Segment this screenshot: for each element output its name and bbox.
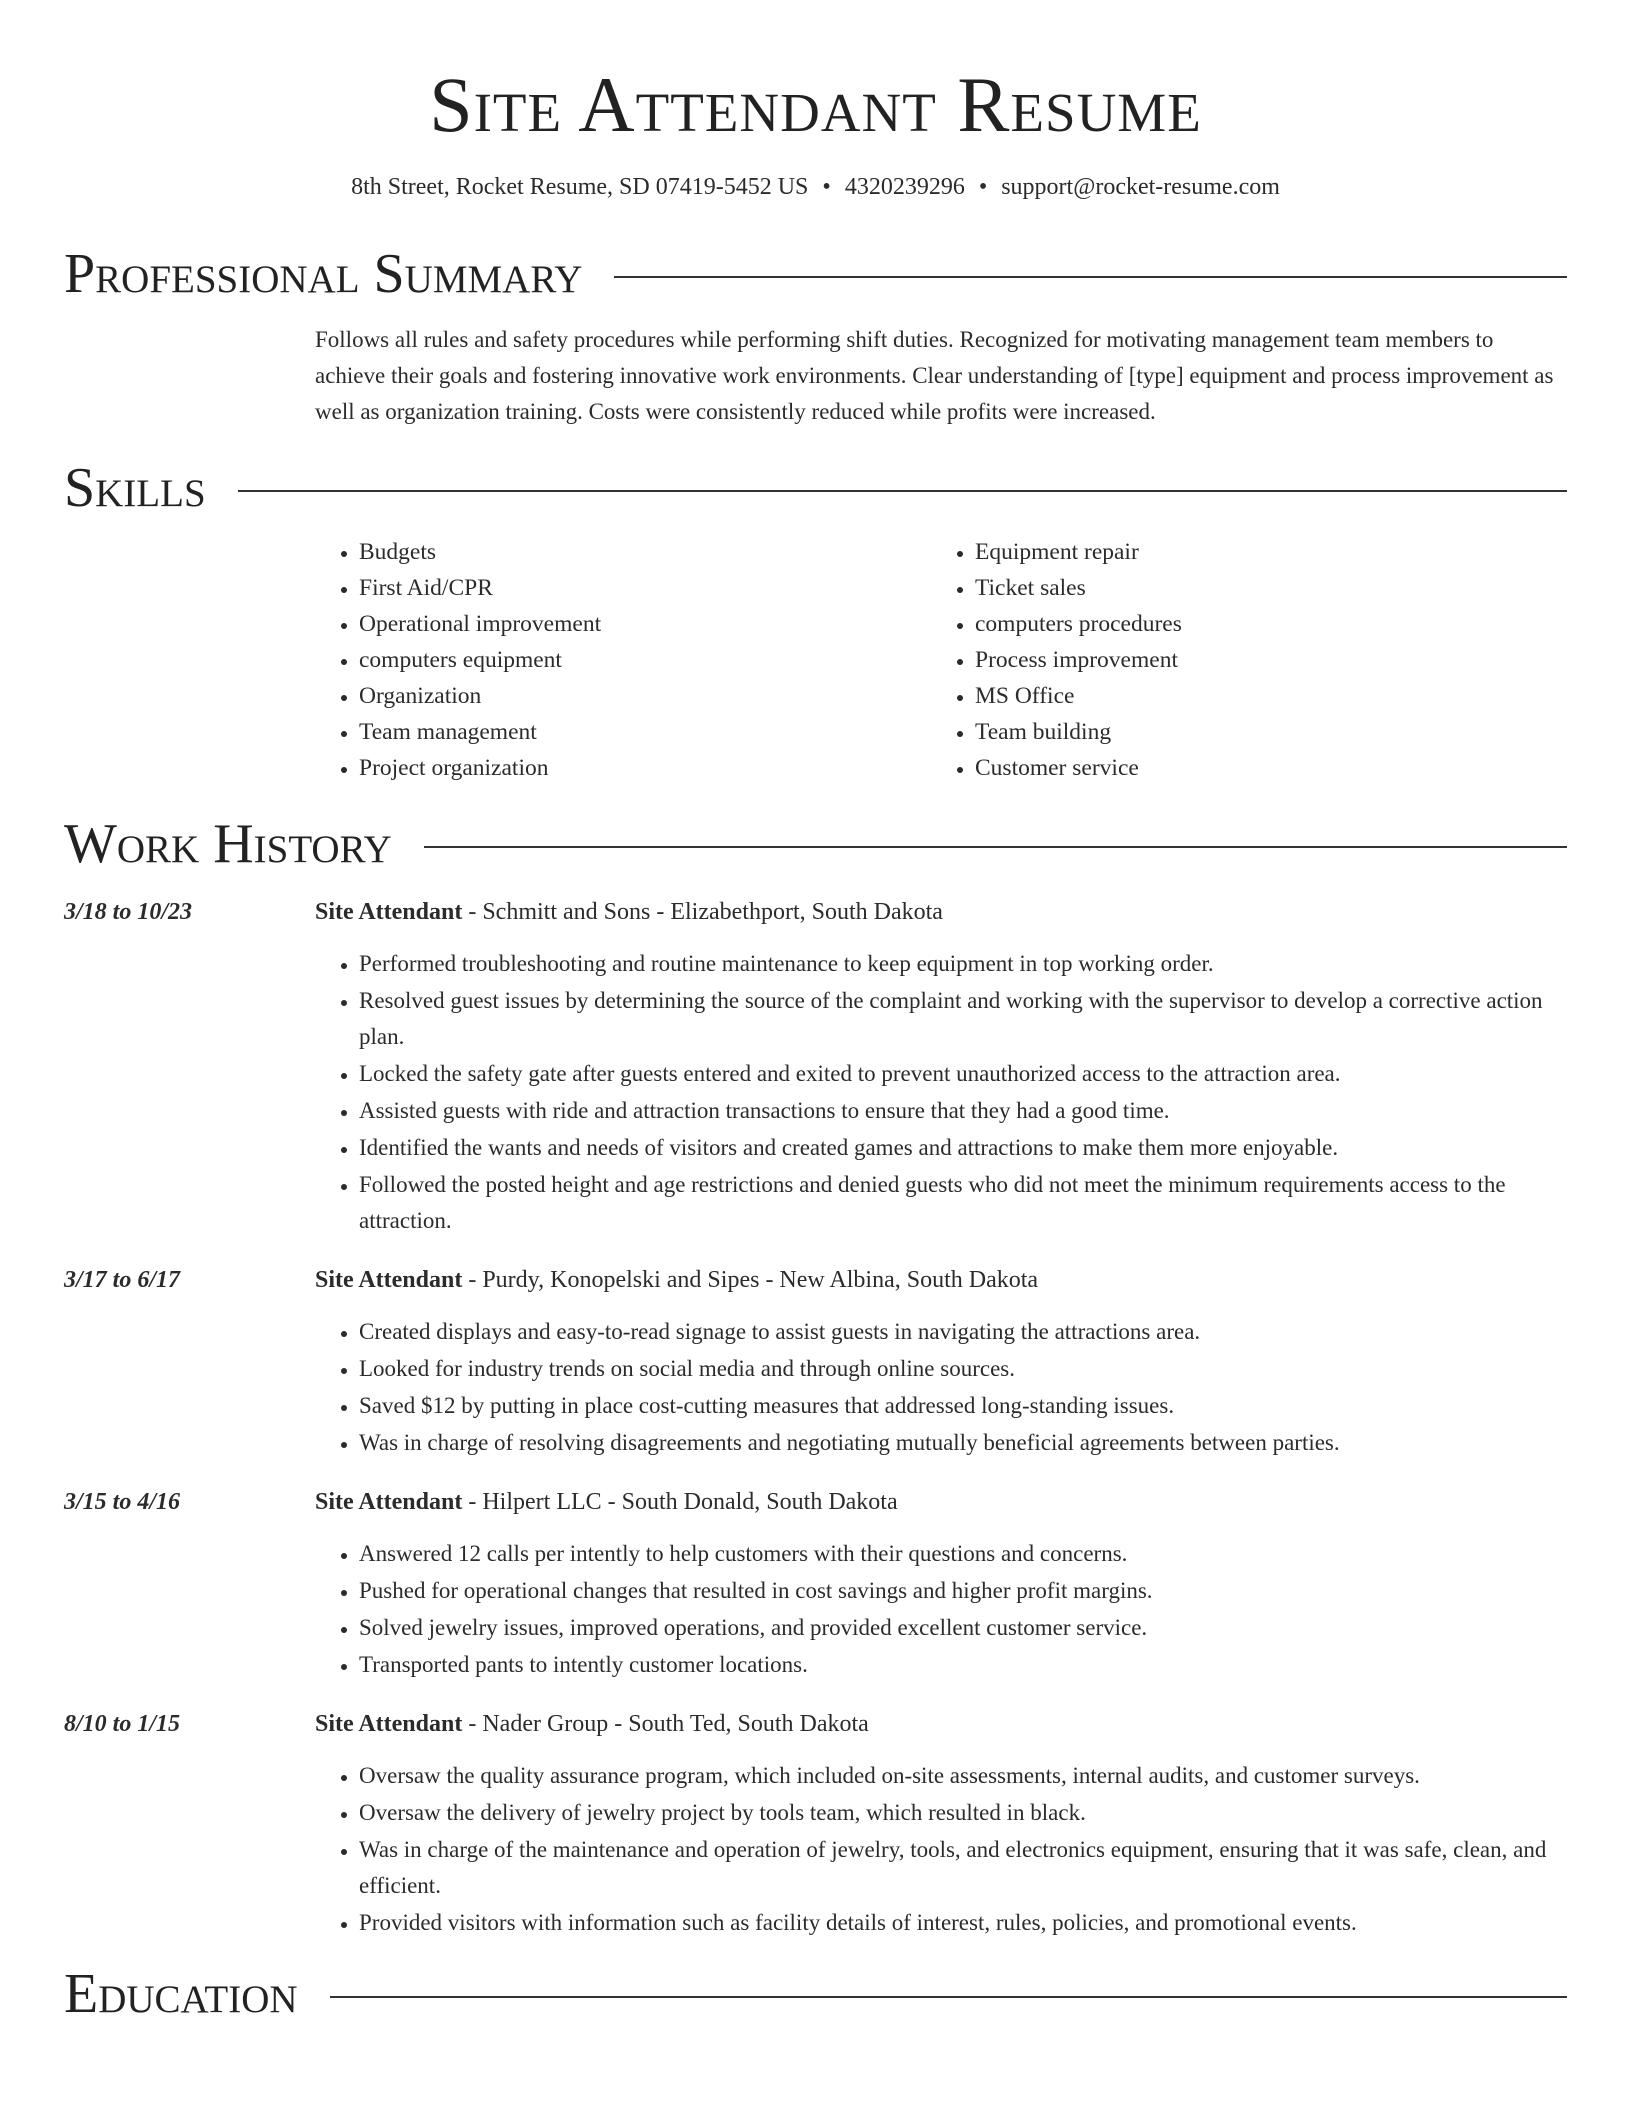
job-employer: - Purdy, Konopelski and Sipes - New Albina, South Dakota <box>462 1267 1039 1293</box>
skill-item: • Organization <box>359 678 931 714</box>
section-divider <box>424 846 1567 848</box>
job-role: Site Attendant <box>315 1489 463 1515</box>
job-title-line <box>315 894 1567 930</box>
job-entry <box>64 1706 1567 1942</box>
job-bullet: • Created displays and easy-to-read signage to assist guests in navigating the attractions area. <box>359 1314 1567 1350</box>
job-body <box>315 1706 1567 1942</box>
contact-email: support@rocket-resume.com <box>1001 174 1280 200</box>
skills-column-right <box>931 534 1182 786</box>
job-bullet: • Saved $12 by putting in place cost-cutting measures that addressed long-standing issues. <box>359 1388 1567 1424</box>
job-employer: - Hilpert LLC - South Donald, South Dakota <box>462 1489 898 1515</box>
job-bullet: • Looked for industry trends on social media and through online sources. <box>359 1351 1567 1387</box>
job-body <box>315 1262 1567 1462</box>
job-entry <box>64 1484 1567 1684</box>
contact-phone: 4320239296 <box>844 174 965 200</box>
job-bullet: • Performed troubleshooting and routine maintenance to keep equipment in top working order. <box>359 946 1567 982</box>
job-bullet: • Locked the safety gate after guests entered and exited to prevent unauthorized access to the attraction area. <box>359 1056 1567 1092</box>
job-bullets <box>315 1536 1567 1683</box>
work-section-header <box>64 812 1567 876</box>
job-title-line <box>315 1262 1567 1298</box>
skill-item: • Ticket sales <box>975 570 1182 606</box>
job-role: Site Attendant <box>315 899 463 925</box>
summary-heading: Professional Summary <box>64 243 583 305</box>
job-bullet: • Resolved guest issues by determining the source of the complaint and working with the supervisor to develop a corrective action plan. <box>359 983 1567 1055</box>
job-bullet: • Solved jewelry issues, improved operations, and provided excellent customer service. <box>359 1610 1567 1646</box>
job-bullet: • Was in charge of resolving disagreements and negotiating mutually beneficial agreements between parties. <box>359 1425 1567 1461</box>
summary-text: Follows all rules and safety procedures while performing shift duties. Recognized for motivating management team members to achieve their goals and fostering innovative work environments. Clear understanding of [type] equipment and process improvement as well as organization training. Costs were consistently reduced while profits were increased. <box>315 327 1554 424</box>
job-bullet: • Pushed for operational changes that resulted in cost savings and higher profit margins. <box>359 1573 1567 1609</box>
job-title-line <box>315 1484 1567 1520</box>
section-divider <box>330 1996 1567 1998</box>
job-employer: - Nader Group - South Ted, South Dakota <box>462 1711 869 1737</box>
contact-separator: • <box>822 174 831 200</box>
resume-page <box>64 0 1567 2026</box>
job-bullet: • Transported pants to intently customer locations. <box>359 1647 1567 1683</box>
job-body <box>315 894 1567 1240</box>
job-title-line <box>315 1706 1567 1742</box>
skill-item: • First Aid/CPR <box>359 570 931 606</box>
skills-column-left <box>315 534 931 786</box>
job-role: Site Attendant <box>315 1267 463 1293</box>
job-dates: 3/15 to 4/16 <box>64 1489 181 1515</box>
job-bullet: • Oversaw the quality assurance program, which included on-site assessments, internal audits, and customer surveys. <box>359 1758 1567 1794</box>
skill-item: • Process improvement <box>975 642 1182 678</box>
skill-item: • MS Office <box>975 678 1182 714</box>
skill-item: • Equipment repair <box>975 534 1182 570</box>
job-bullet: • Followed the posted height and age restrictions and denied guests who did not meet the minimum requirements access to the attraction. <box>359 1167 1567 1239</box>
skill-item: • Team building <box>975 714 1182 750</box>
job-dates: 3/17 to 6/17 <box>64 1267 181 1293</box>
section-divider <box>238 490 1567 492</box>
skill-item: • computers procedures <box>975 606 1182 642</box>
summary-section-header <box>64 242 1567 306</box>
work-heading: Work History <box>64 813 392 875</box>
skill-item: • Customer service <box>975 750 1182 786</box>
contact-line <box>64 172 1567 202</box>
job-bullets <box>315 946 1567 1239</box>
job-bullet: • Oversaw the delivery of jewelry project by tools team, which resulted in black. <box>359 1795 1567 1831</box>
job-bullet: • Provided visitors with information such as facility details of interest, rules, policies, and promotional events. <box>359 1905 1567 1941</box>
job-bullets <box>315 1314 1567 1461</box>
job-bullet: • Identified the wants and needs of visitors and created games and attractions to make them more enjoyable. <box>359 1130 1567 1166</box>
section-divider <box>614 276 1567 278</box>
skill-item: • computers equipment <box>359 642 931 678</box>
skill-item: • Operational improvement <box>359 606 931 642</box>
job-employer: - Schmitt and Sons - Elizabethport, South Dakota <box>462 899 943 925</box>
education-heading: Education <box>64 1963 298 2025</box>
skill-item: • Team management <box>359 714 931 750</box>
page-title: Site Attendant Resume <box>429 61 1202 148</box>
skills-heading: Skills <box>64 457 206 519</box>
job-dates: 8/10 to 1/15 <box>64 1711 181 1737</box>
job-bullet: • Answered 12 calls per intently to help customers with their questions and concerns. <box>359 1536 1567 1572</box>
skills-section-header <box>64 456 1567 520</box>
job-bullets <box>315 1758 1567 1941</box>
contact-separator: • <box>978 174 988 200</box>
contact-address: 8th Street, Rocket Resume, SD 07419-5452 US <box>351 174 809 200</box>
job-bullet: • Assisted guests with ride and attraction transactions to ensure that they had a good time. <box>359 1093 1567 1129</box>
job-entry <box>64 894 1567 1240</box>
job-dates: 3/18 to 10/23 <box>64 899 193 925</box>
education-section-header <box>64 1962 1567 2026</box>
skills-list <box>315 534 1567 786</box>
job-bullet: • Was in charge of the maintenance and operation of jewelry, tools, and electronics equipment, ensuring that it was safe, clean, and efficient. <box>359 1832 1567 1904</box>
job-role: Site Attendant <box>315 1711 463 1737</box>
skill-item: • Project organization <box>359 750 931 786</box>
job-body <box>315 1484 1567 1684</box>
job-entry <box>64 1262 1567 1462</box>
skill-item: • Budgets <box>359 534 931 570</box>
